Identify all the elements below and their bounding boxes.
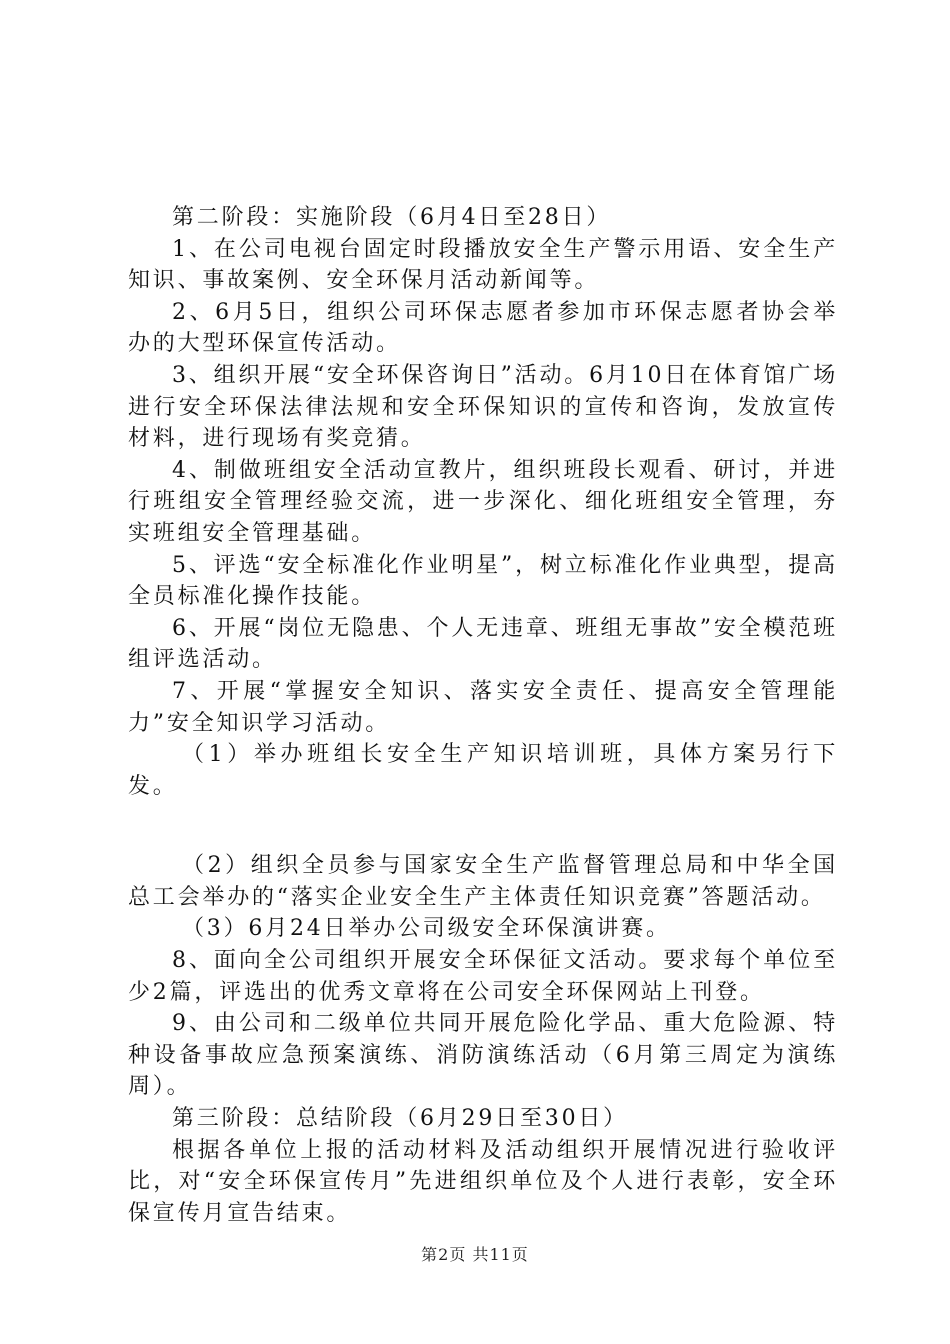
- sub-item-1: （1）举办班组长安全生产知识培训班，具体方案另行下发。: [128, 742, 838, 799]
- summary-paragraph: 根据各单位上报的活动材料及活动组织开展情况进行验收评比，对“安全环保宣传月”先进组织单位及个人进行表彰，安全环保宣传月宣告结束。: [128, 1137, 838, 1226]
- section-heading-phase-three: 第三阶段：总结阶段（6月29日至30日）: [172, 1106, 628, 1132]
- section-heading-phase-two: 第二阶段：实施阶段（6月4日至28日）: [172, 205, 612, 230]
- list-item-7: 7、开展“掌握安全知识、落实安全责任、提高安全管理能力”安全知识学习活动。: [128, 678, 838, 736]
- list-item-1: 1、在公司电视台固定时段播放安全生产警示用语、安全生产知识、事故案例、安全环保月活动新闻等。: [128, 236, 838, 294]
- list-item-5: 5、评选“安全标准化作业明星”，树立标准化作业典型，提高全员标准化操作技能。: [128, 552, 838, 610]
- list-item-4: 4、制做班组安全活动宣教片，组织班段长观看、研讨，并进行班组安全管理经验交流，进一步深化、细化班组安全管理，夯实班组安全管理基础。: [128, 457, 838, 546]
- list-item-8: 8、面向全公司组织开展安全环保征文活动。要求每个单位至少2篇，评选出的优秀文章将在公司安全环保网站上刊登。: [128, 948, 838, 1005]
- list-item-9: 9、由公司和二级单位共同开展危险化学品、重大危险源、特种设备事故应急预案演练、消防演练活动（6月第三周定为演练周）。: [128, 1011, 838, 1100]
- sub-item-2: （2）组织全员参与国家安全生产监督管理总局和中华全国总工会举办的“落实企业安全生产主体责任知识竞赛”答题活动。: [128, 853, 838, 910]
- sub-item-3: （3）6月24日举办公司级安全环保演讲赛。: [182, 916, 671, 942]
- page-number-footer: 第2页 共11页: [421, 1245, 529, 1264]
- blank-line: [128, 802, 838, 850]
- list-item-2: 2、6月5日，组织公司环保志愿者参加市环保志愿者协会举办的大型环保宣传活动。: [128, 299, 838, 357]
- list-item-6: 6、开展“岗位无隐患、个人无违章、班组无事故”安全模范班组评选活动。: [128, 615, 838, 673]
- list-item-3: 3、组织开展“安全环保咨询日”活动。6月10日在体育馆广场进行安全环保法律法规和安全环保知识的宣传和咨询，发放宣传材料，进行现场有奖竞猜。: [128, 362, 838, 452]
- document-body: [128, 202, 838, 1229]
